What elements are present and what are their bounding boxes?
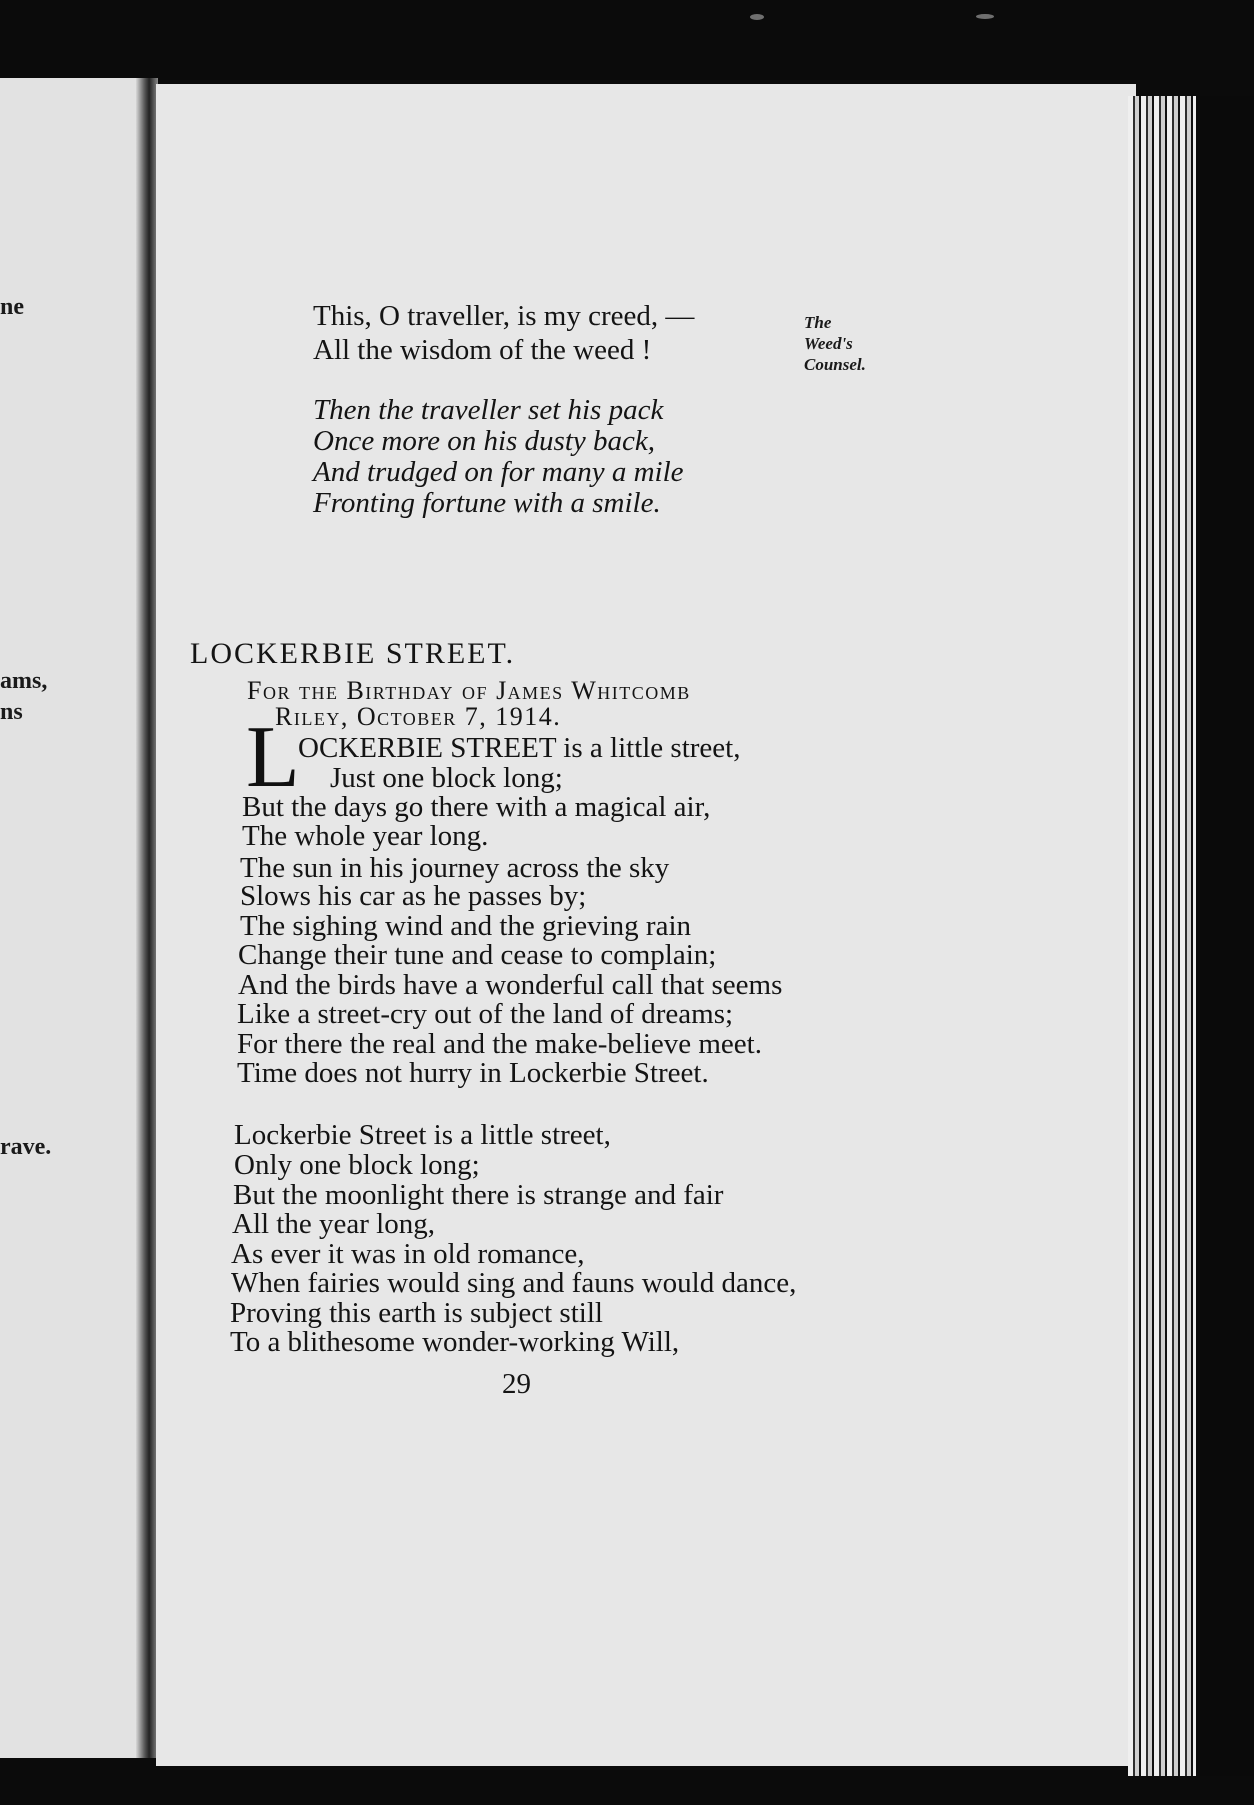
page-number: 29 (502, 1368, 531, 1400)
poem-title: LOCKERBIE STREET. (190, 637, 516, 670)
marginal-note-line: Weed's (804, 334, 853, 353)
left-page-fragment: ns (0, 699, 23, 725)
edge-shadow (1196, 96, 1254, 1776)
verse-line: But the days go there with a magical air, (242, 791, 711, 823)
verse-line: But the moonlight there is strange and fair (233, 1179, 724, 1211)
verse-line-italic: Fronting fortune with a smile. (313, 487, 661, 519)
verse-line: For there the real and the make-believe meet. (237, 1028, 762, 1060)
marginal-note-line: Counsel. (804, 355, 866, 374)
verse-line: Time does not hurry in Lockerbie Street. (237, 1057, 709, 1089)
page-fore-edge (1128, 96, 1200, 1776)
facing-page (0, 78, 146, 1758)
verse-line: Just one block long; (330, 762, 563, 794)
verse-line-italic: Once more on his dusty back, (313, 425, 656, 457)
verse-line: And the birds have a wonderful call that seems (238, 969, 783, 1001)
verse-line: All the wisdom of the weed ! (313, 334, 652, 366)
verse-line-italic: Then the traveller set his pack (313, 394, 664, 426)
verse-line-italic: And trudged on for many a mile (313, 456, 684, 488)
verse-line: Slows his car as he passes by; (240, 880, 587, 912)
verse-line: Like a street-cry out of the land of dreams; (237, 998, 734, 1030)
marginal-note-line: The (804, 313, 832, 332)
verse-line: The sun in his journey across the sky (240, 852, 670, 884)
verse-line: Change their tune and cease to complain; (238, 939, 717, 971)
verse-line: Only one block long; (234, 1149, 480, 1181)
poem-dedication: Riley, October 7, 1914. (275, 702, 562, 731)
verse-line: Lockerbie Street is a little street, (234, 1119, 611, 1151)
verse-line: The sighing wind and the grieving rain (240, 910, 692, 942)
verse-line: To a blithesome wonder-working Will, (230, 1326, 680, 1358)
verse-line: The whole year long. (242, 820, 489, 852)
poem-dedication: For the Birthday of James Whitcomb (247, 676, 691, 705)
book-gutter (136, 78, 158, 1758)
drop-cap: L (246, 709, 300, 806)
verse-line: As ever it was in old romance, (231, 1238, 585, 1270)
verse-line: Proving this earth is subject still (230, 1297, 603, 1329)
left-page-fragment: rave. (0, 1134, 52, 1160)
verse-line: OCKERBIE STREET is a little street, (298, 732, 741, 764)
left-page-fragment: ams, (0, 668, 48, 694)
verse-line: This, O traveller, is my creed, — (313, 300, 695, 332)
left-page-fragment: ne (0, 294, 24, 320)
marginal-note (804, 312, 866, 375)
dust-speck (976, 14, 994, 19)
verse-line: All the year long, (232, 1208, 435, 1240)
verse-line: When fairies would sing and fauns would dance, (231, 1267, 797, 1299)
dust-speck (750, 14, 764, 20)
